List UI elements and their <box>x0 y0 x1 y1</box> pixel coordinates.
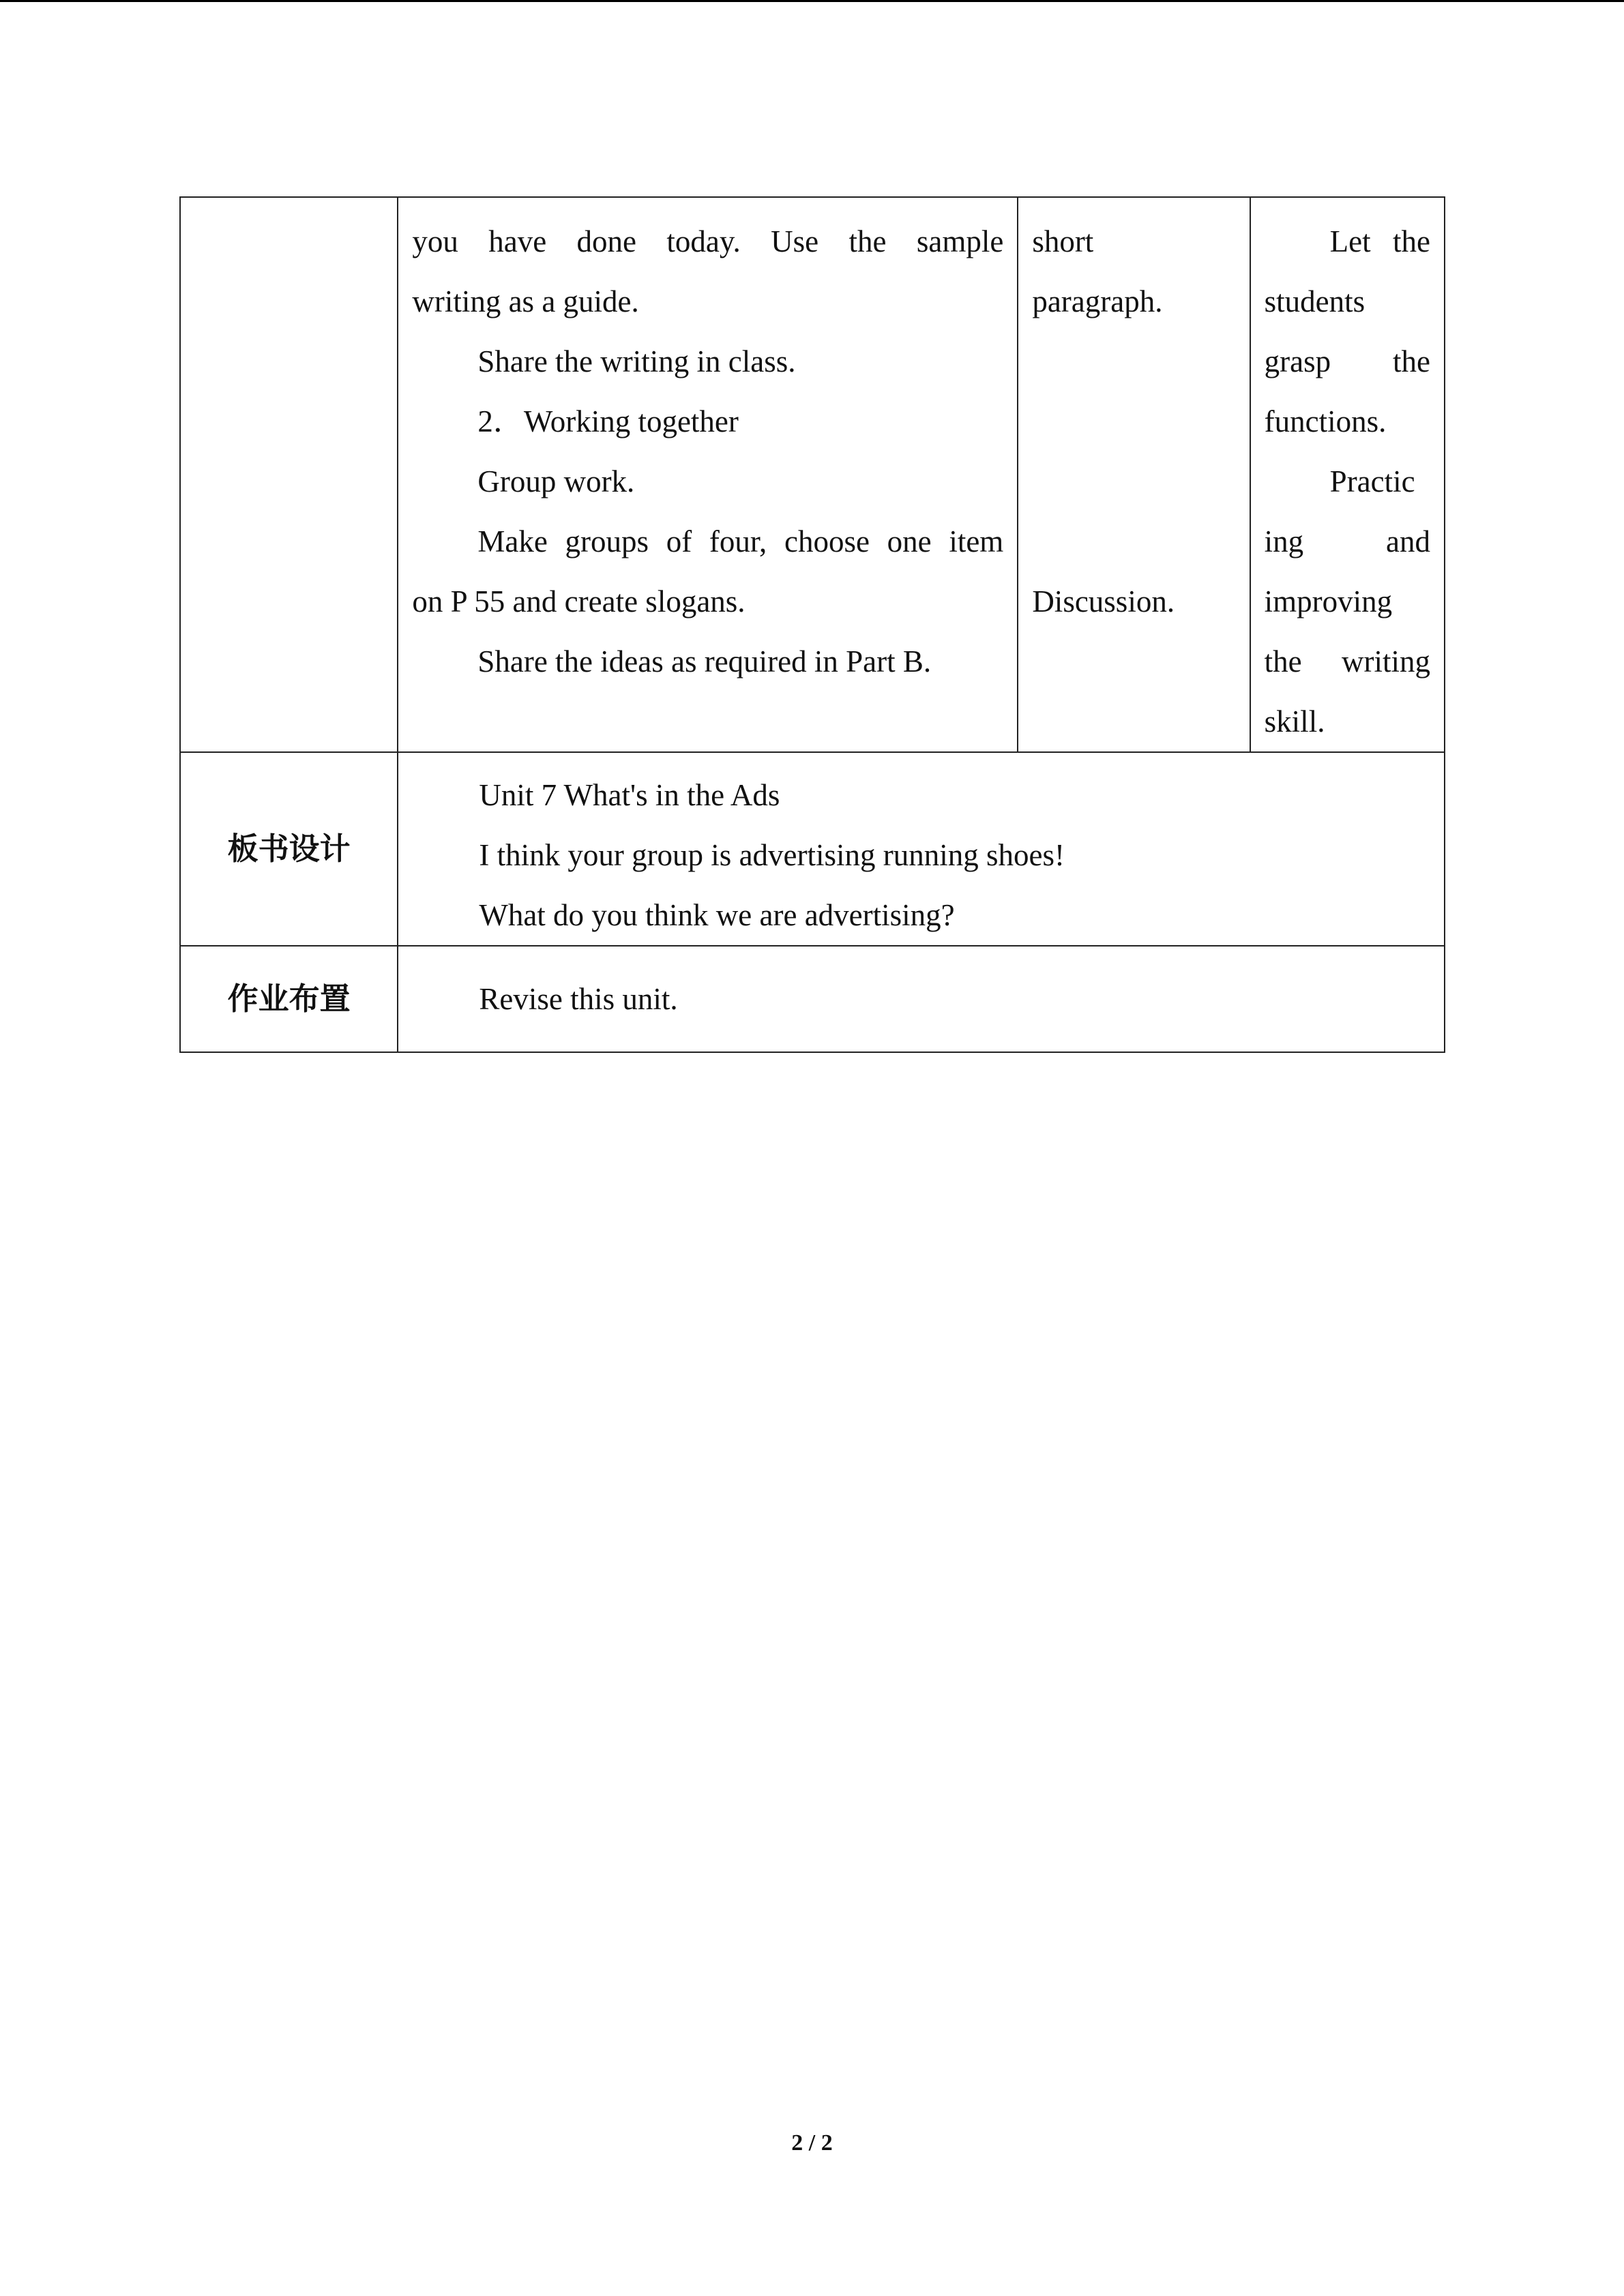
table-row-continuation <box>180 197 1445 752</box>
table-row-homework <box>180 946 1445 1052</box>
purpose-line: improving <box>1264 584 1393 618</box>
procedure-line: on P 55 and create slogans. <box>412 584 745 618</box>
top-border-line <box>0 0 1624 2</box>
empty-label-cell <box>180 197 398 752</box>
activity-line <box>1032 511 1238 571</box>
blackboard-design-label: 板书设计 <box>180 752 398 946</box>
procedure-line: you have done today. Use the sample <box>412 224 1004 258</box>
purpose-cell <box>1250 197 1445 752</box>
activity-cell <box>1018 197 1250 752</box>
activity-line: short <box>1032 224 1094 258</box>
procedure-line: 2．Working together <box>477 404 739 438</box>
purpose-line: grasp the <box>1264 344 1430 378</box>
procedure-line: Group work. <box>477 464 635 498</box>
purpose-line: ing and <box>1264 524 1430 558</box>
procedure-line: Share the writing in class. <box>477 344 796 378</box>
procedure-cell <box>398 197 1018 752</box>
purpose-line: Practic <box>1329 464 1415 498</box>
activity-line <box>1032 391 1238 451</box>
procedure-line: Share the ideas as required in Part B. <box>477 644 932 679</box>
activity-line <box>1032 451 1238 511</box>
procedure-line: writing as a guide. <box>412 284 639 318</box>
procedure-line: Make groups of four, choose one item <box>477 524 1004 558</box>
blackboard-line: Unit 7 What's in the Ads <box>479 778 780 812</box>
homework-content: Revise this unit. <box>398 946 1445 1052</box>
lesson-plan-table <box>179 196 1445 1053</box>
activity-line: paragraph. <box>1032 284 1163 318</box>
purpose-line: students <box>1264 284 1365 318</box>
page-number: 2 / 2 <box>791 2130 833 2156</box>
blackboard-line: What do you think we are advertising? <box>479 898 955 932</box>
purpose-line: functions. <box>1264 404 1387 438</box>
purpose-line: skill. <box>1264 704 1325 739</box>
activity-line: Discussion. <box>1032 584 1175 618</box>
purpose-line: Let the <box>1329 224 1430 258</box>
homework-label: 作业布置 <box>180 946 398 1052</box>
purpose-line: the writing <box>1264 644 1430 679</box>
activity-line <box>1032 331 1238 391</box>
blackboard-line: I think your group is advertising running shoes! <box>479 838 1065 872</box>
blackboard-design-content <box>398 752 1445 946</box>
table-row-blackboard-design <box>180 752 1445 946</box>
